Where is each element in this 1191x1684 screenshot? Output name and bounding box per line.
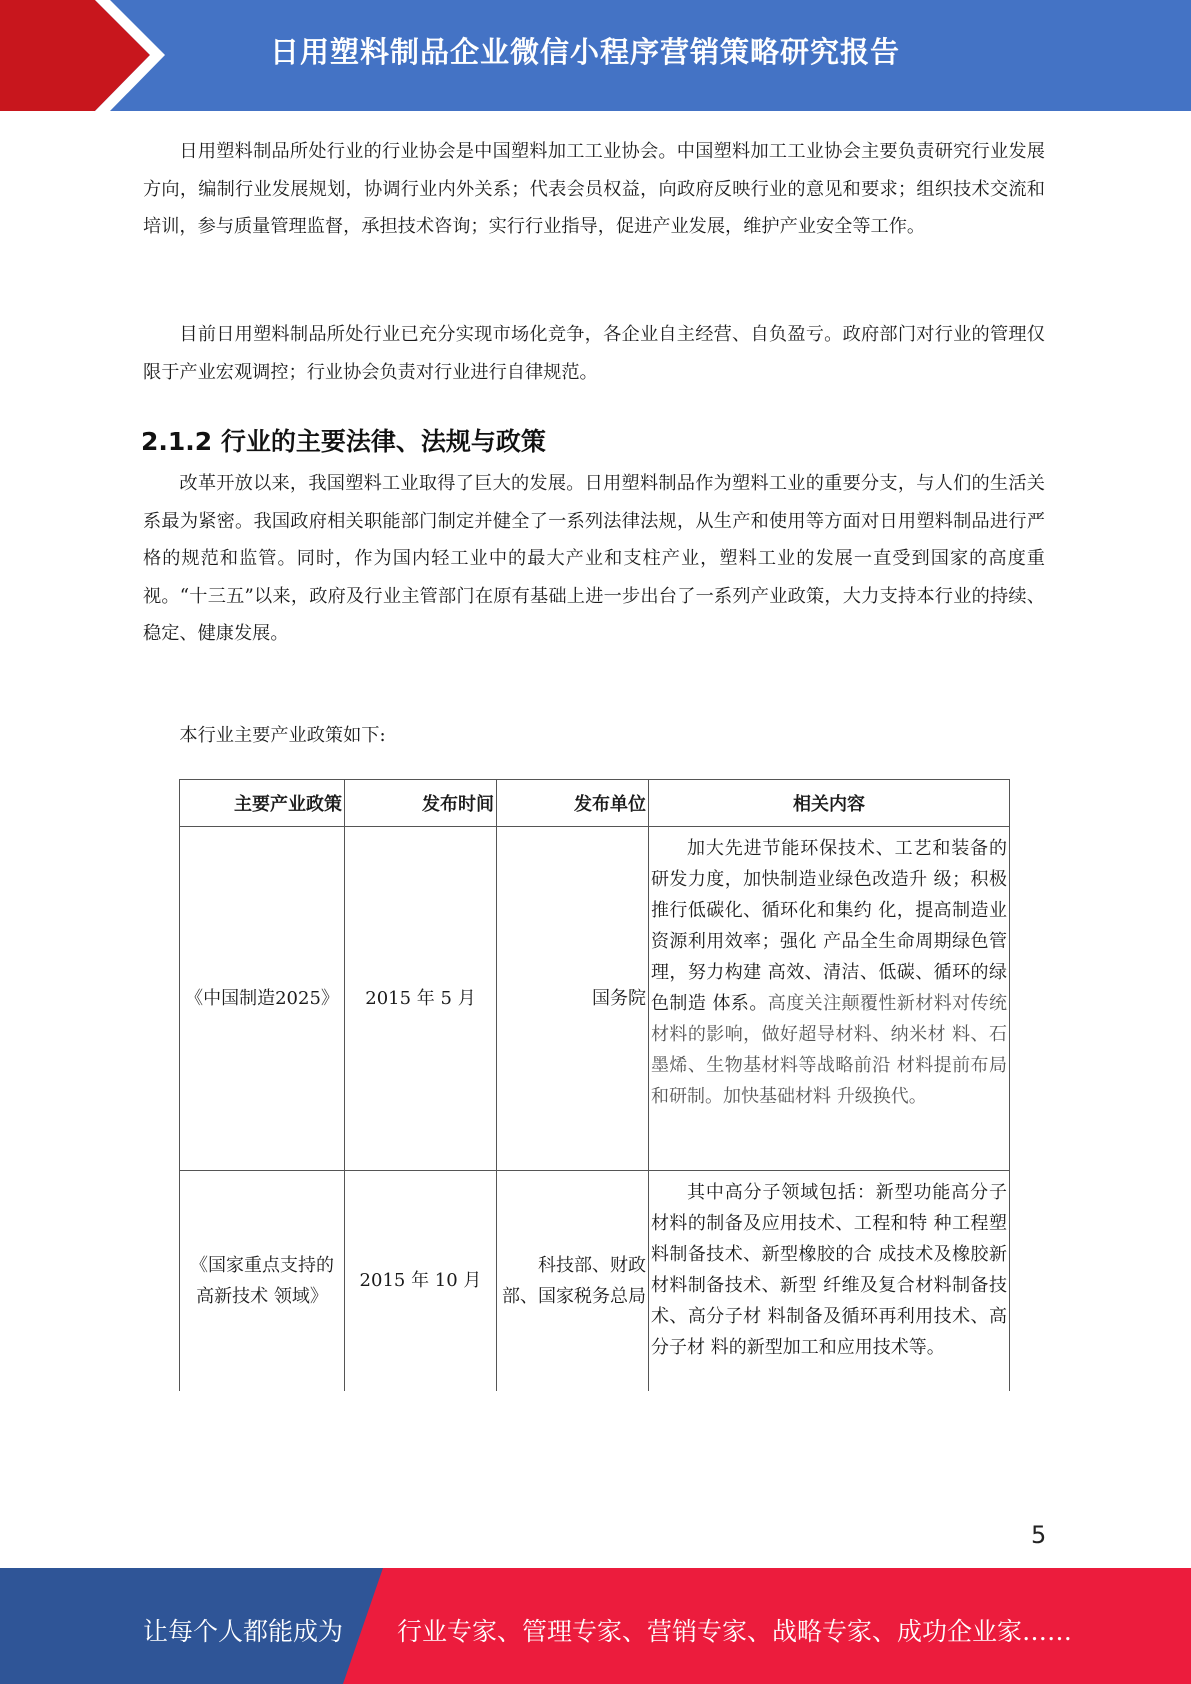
table-header-row — [180, 780, 1010, 827]
release-date-cell: 2015 年 5 月 — [345, 827, 497, 1171]
paragraph-policy-background: 改革开放以来，我国塑料工业取得了巨大的发展。日用塑料制品作为塑料工业的重要分支，与人们的生活关系最为紧密。我国政府相关职能部门制定并健全了一系列法律法规，从生产和使用等方面对日用塑料制品进行严格的规范和监管。同时，作为国内轻工业中的最大产业和支柱产业，塑料工业的发展一直受到国家的高度重视。“十三五”以来，政府及行业主管部门在原有基础上进一步出台了一系列产业政策，大力支持本行业的持续、稳定、健康发展。 — [143, 473, 1045, 644]
release-date-cell: 2015 年 10 月 — [345, 1171, 497, 1391]
page-header — [0, 0, 1191, 111]
policy-name-cell: 《国家重点支持的高新技术 领域》 — [180, 1171, 345, 1391]
page-footer — [0, 1568, 1191, 1684]
content-main-text: 加大先进节能环保技术、工艺和装备的研发力度，加快制造业绿色改造升 级；积极推行低碳化、循环化和集约 化，提高制造业资源利用效率；强化 产品全生命周期绿色管理，努力构建 高效、清洁、低碳、循环的绿色制造 体系。 — [651, 838, 1007, 1014]
col-header-content: 相关内容 — [649, 780, 1010, 827]
content-main-text: 其中高分子领域包括：新型功能高分子材料的制备及应用技术、工程和特 种工程塑料制备技术、新型橡胶的合 成技术及橡胶新材料制备技术、新型 纤维及复合材料制备技术、高分子材 料制备及循环再利用技术、高分子材 料的新型加工和应用技术等。 — [651, 1182, 1007, 1358]
report-title: 日用塑料制品企业微信小程序营销策略研究报告 — [270, 35, 901, 69]
content-cell — [649, 827, 1010, 1171]
paragraph-market-competition: 目前日用塑料制品所处行业已充分实现市场化竞争，各企业自主经营、自负盈亏。政府部门对行业的管理仅限于产业宏观调控；行业协会负责对行业进行自律规范。 — [143, 324, 1045, 383]
content-extra-text: 高度关注颠覆性新材料对传统 材料的影响，做好超导材料、纳米材 料、石墨烯、生物基材料等战略前沿 材料提前布局和研制。加快基础材料 升级换代。 — [651, 993, 1008, 1107]
page-number: 5 — [1031, 1521, 1047, 1549]
policy-name-cell: 《中国制造2025》 — [180, 827, 345, 1171]
col-header-unit: 发布单位 — [497, 780, 649, 827]
footer-slogan-left: 让每个人都能成为 — [143, 1617, 344, 1646]
table-row — [180, 1171, 1010, 1391]
col-header-policy: 主要产业政策 — [180, 780, 345, 827]
table-row — [180, 827, 1010, 1171]
section-heading: 2.1.2 行业的主要法律、法规与政策 — [141, 427, 546, 456]
col-header-date: 发布时间 — [345, 780, 497, 827]
paragraph-policy-intro: 本行业主要产业政策如下: — [179, 725, 386, 746]
paragraph-industry-association: 日用塑料制品所处行业的行业协会是中国塑料加工工业协会。中国塑料加工工业协会主要负责研究行业发展方向，编制行业发展规划，协调行业内外关系；代表会员权益，向政府反映行业的意见和要求；组织技术交流和培训，参与质量管理监督，承担技术咨询；实行行业指导，促进产业发展，维护产业安全等工作。 — [143, 141, 1045, 237]
release-unit-cell: 国务院 — [497, 827, 649, 1171]
footer-slogan-right: 行业专家、管理专家、营销专家、战略专家、成功企业家…… — [397, 1617, 1073, 1646]
policy-table — [179, 779, 1010, 1391]
release-unit-cell: 科技部、财政 部、国家税务总局 — [497, 1171, 649, 1391]
content-cell — [649, 1171, 1010, 1391]
